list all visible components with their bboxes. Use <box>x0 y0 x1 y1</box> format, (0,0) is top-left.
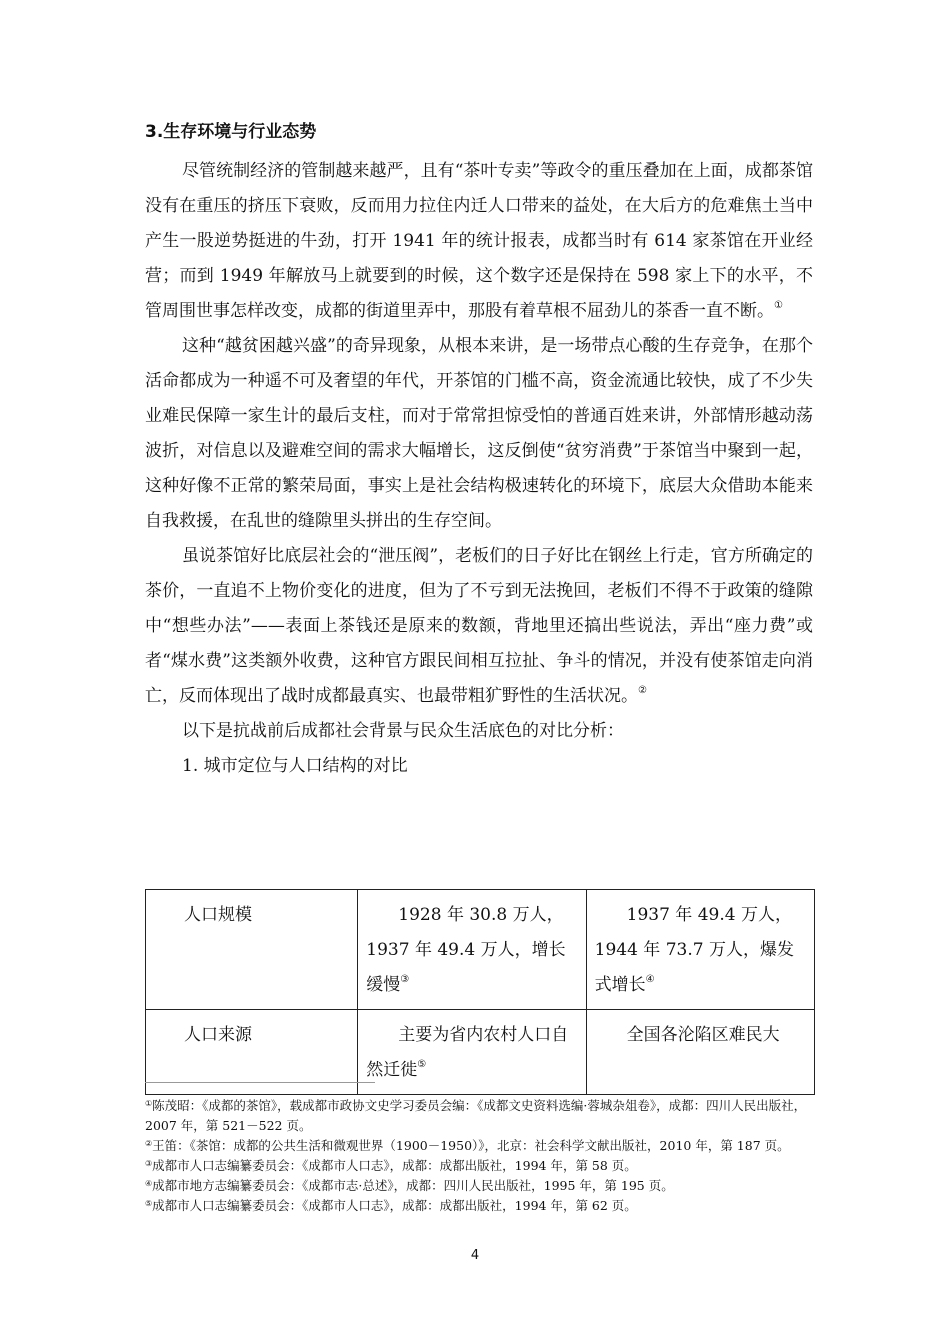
paragraph-text: 虽说茶馆好比底层社会的“泄压阀”，老板们的日子好比在钢丝上行走，官方所确定的茶价，一直追不上物价变化的进度，但为了不亏到无法挽回，老板们不得不于政策的缝隙中“想些办法”——表面上茶钱还是原来的数额，背地里还搞出些说法，弄出“座力费”或者“煤水费”这类额外收费，这种官方跟民间相互拉扯、争斗的情况，并没有使茶馆走向消亡，反而体现出了战时成都最真实、也最带粗犷野性的生活状况。 <box>145 546 813 706</box>
page-number: 4 <box>470 1248 480 1263</box>
footnote-ref[interactable]: ① <box>774 300 783 311</box>
paragraph-1 <box>145 154 813 329</box>
table-cell-before <box>358 1010 586 1095</box>
footnote-ref[interactable]: ④ <box>645 974 655 985</box>
cell-text: 全国各沦陷区难民大 <box>626 1025 780 1045</box>
table-row <box>146 890 815 1010</box>
table-cell-before <box>358 890 586 1010</box>
paragraph-text: 尽管统制经济的管制越来越严，且有“茶叶专卖”等政令的重压叠加在上面，成都茶馆没有在重压的挤压下衰败，反而用力拉住内迁人口带来的益处，在大后方的危难焦土当中产生一股逆势挺进的牛劲，打开 1941 年的统计报表，成都当时有 614 家茶馆在开业经营；而到 1949 年解放马上就要到的时候，这个数字还是保持在 598 家上下的水平，不管周围世事怎样改变，成都的街道里弄中，那股有着草根不屈劲儿的茶香一直不断。 <box>145 161 813 321</box>
footnote-4 <box>145 1176 813 1196</box>
table-caption: 1. 城市定位与人口结构的对比 <box>182 756 408 776</box>
footnote-mark: ① <box>145 1099 153 1108</box>
footnote-text: 成都市人口志编纂委员会：《成都市人口志》，成都：成都出版社，1994 年，第 62 页。 <box>152 1198 637 1213</box>
footnotes <box>145 1096 813 1216</box>
footnote-3 <box>145 1156 813 1176</box>
table-cell-label: 人口来源 <box>146 1010 358 1095</box>
footnote-text: 王笛：《茶馆：成都的公共生活和微观世界（1900－1950）》，北京：社会科学文献出版社，2010 年，第 187 页。 <box>152 1138 790 1153</box>
footnote-ref[interactable]: ⑤ <box>417 1059 427 1070</box>
footnote-text: 成都市地方志编纂委员会：《成都市志·总述》，成都：四川人民出版社，1995 年，第 195 页。 <box>152 1178 674 1193</box>
footnote-mark: ⑤ <box>145 1199 153 1208</box>
paragraph-3 <box>145 539 813 714</box>
footnote-ref[interactable]: ② <box>638 685 647 696</box>
cell-text: 1928 年 30.8 万人，1937 年 49.4 万人，增长缓慢 <box>366 905 566 995</box>
footnote-text: 陈茂昭：《成都的茶馆》，载成都市政协文史学习委员会编：《成都文史资料选编·蓉城杂俎卷》，成都：四川人民出版社，2007 年，第 521－522 页。 <box>145 1098 807 1133</box>
intro-line: 以下是抗战前后成都社会背景与民众生活底色的对比分析： <box>182 721 624 741</box>
cell-text: 1937 年 49.4 万人，1944 年 73.7 万人，爆发式增长 <box>594 905 794 995</box>
table-cell-after <box>586 1010 814 1095</box>
footnote-mark: ③ <box>145 1159 153 1168</box>
section-heading: 3.生存环境与行业态势 <box>145 122 317 142</box>
paragraph-text: 这种“越贫困越兴盛”的奇异现象，从根本来讲，是一场带点心酸的生存竞争，在那个活命都成为一种遥不可及奢望的年代，开茶馆的门槛不高，资金流通比较快，成了不少失业难民保障一家生计的最后支柱，而对于常常担惊受怕的普通百姓来讲，外部情形越动荡波折，对信息以及避难空间的需求大幅增长，这反倒使“贫穷消费”于茶馆当中聚到一起，这种好像不正常的繁荣局面，事实上是社会结构极速转化的环境下，底层大众借助本能来自我救援，在乱世的缝隙里头拼出的生存空间。 <box>145 336 813 531</box>
footnote-1 <box>145 1096 813 1136</box>
footnote-mark: ② <box>145 1139 153 1148</box>
cell-text: 主要为省内农村人口自然迁徙 <box>366 1025 569 1080</box>
footnote-divider <box>145 1082 375 1083</box>
footnote-2 <box>145 1136 813 1156</box>
table-cell-label: 人口规模 <box>146 890 358 1010</box>
comparison-table <box>145 889 815 1095</box>
footnote-mark: ④ <box>145 1179 153 1188</box>
footnote-5 <box>145 1196 813 1216</box>
footnote-text: 成都市人口志编纂委员会：《成都市人口志》，成都：成都出版社，1994 年，第 58 页。 <box>152 1158 637 1173</box>
table-cell-after <box>586 890 814 1010</box>
paragraph-2 <box>145 329 813 539</box>
footnote-ref[interactable]: ③ <box>400 974 410 985</box>
body-text <box>145 154 813 784</box>
